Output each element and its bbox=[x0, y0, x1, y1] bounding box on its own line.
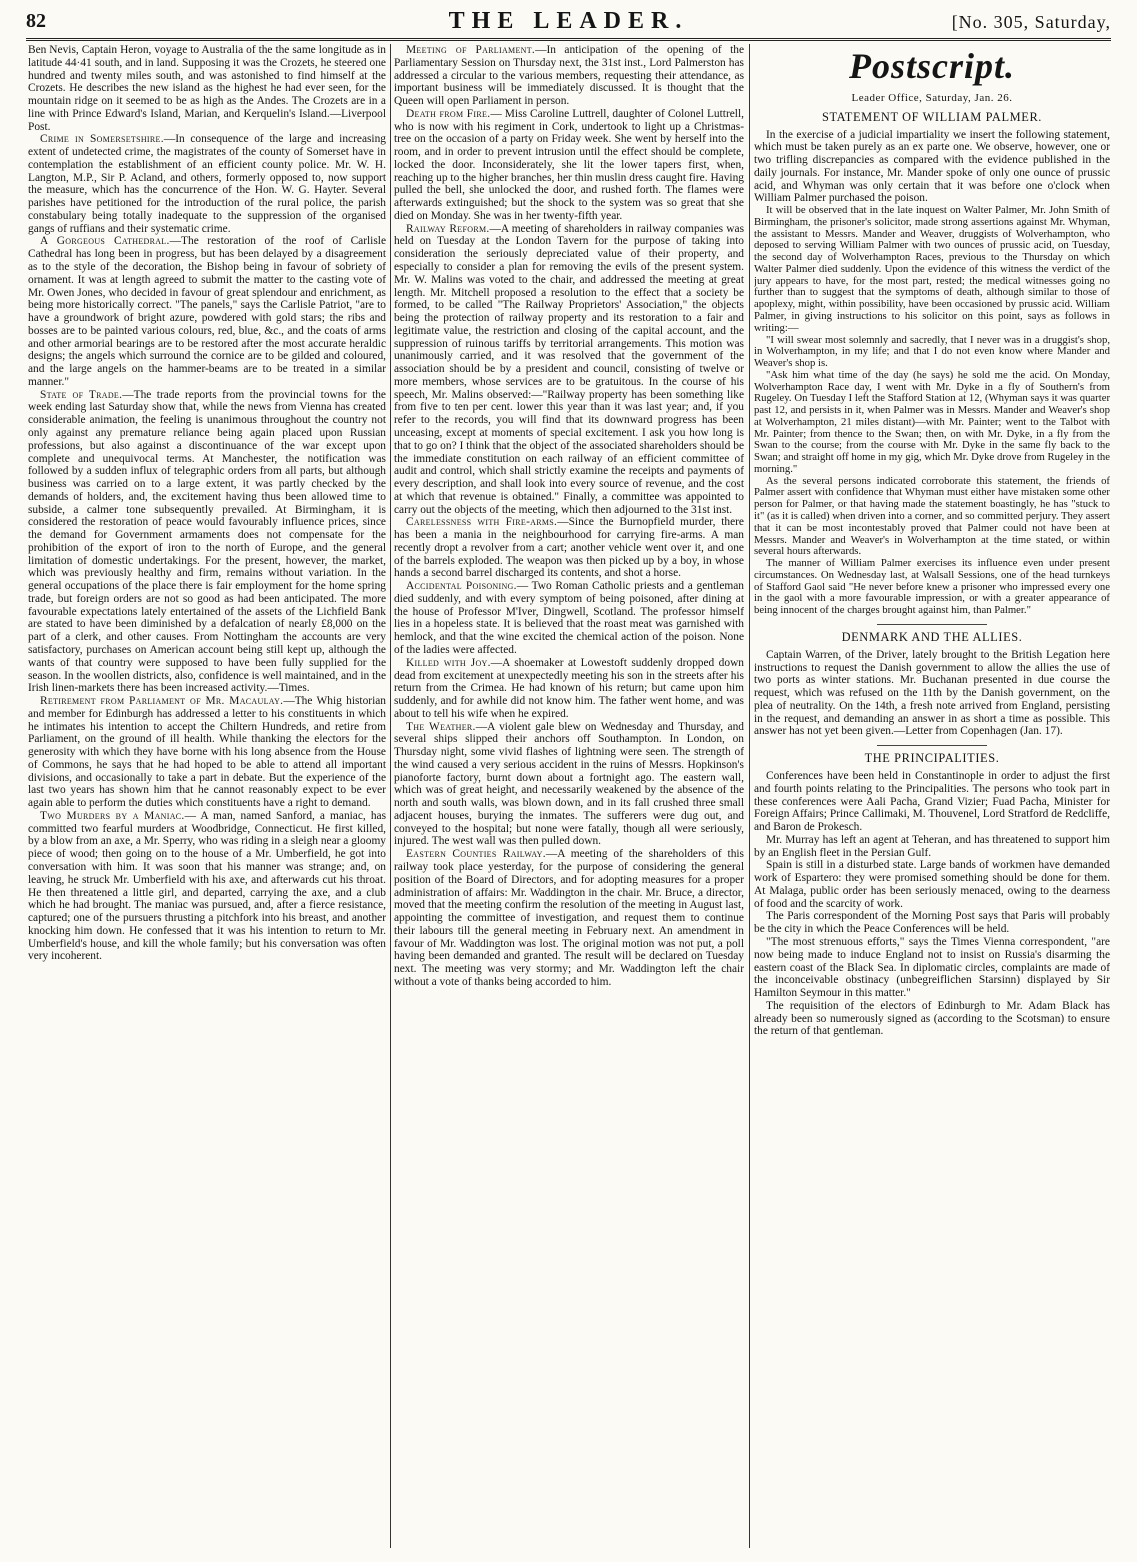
article-heading: Two Murders by a Maniac. bbox=[40, 809, 185, 822]
article-paragraph bbox=[28, 133, 386, 235]
article-paragraph bbox=[394, 223, 744, 517]
dateline: Leader Office, Saturday, Jan. 26. bbox=[851, 92, 1013, 105]
article-heading: Death from Fire. bbox=[406, 107, 491, 120]
column-rule bbox=[390, 44, 391, 1548]
section-heading: STATEMENT OF WILLIAM PALMER. bbox=[821, 109, 1043, 124]
article-heading: A Gorgeous Cathedral. bbox=[40, 235, 170, 248]
article-paragraph: "The most strenuous efforts," says the Times Vienna correspondent, "are now being made to induce England not to insist on Russia's disarming the eastern coast of the Black Sea. In diplomatic circles, complaints are made of the inconceivable obstinacy (unbegreiflichen Starsinn) displayed by Sir Hamilton Seymour in this matter." bbox=[754, 936, 1110, 1000]
article-paragraph: Ben Nevis, Captain Heron, voyage to Australia of the the same longitude as in latitude 44·41 south, and in land. Supposing it was the Crozets, he steered one hundred and twenty miles south, and was astonished to find himself at the Crozets. He describes the new island as the highest he had ever seen, for the mountain ridge on it seemed to be as high as the Andes. The Crozets are in a line with Prince Edward's Island, Marian, and Kerquelin's Island.—Liverpool Post. bbox=[28, 44, 386, 133]
article-paragraph: The requisition of the electors of Edinburgh to Mr. Adam Black has already been so numerously signed as (according to the Scotsman) to ensure the return of that gentleman. bbox=[754, 999, 1110, 1038]
section-heading: THE PRINCIPALITIES. bbox=[864, 751, 1000, 766]
article-paragraph bbox=[28, 810, 386, 963]
column-rule bbox=[749, 44, 750, 1548]
article-body: —A shoemaker at Lowestoft suddenly dropped down dead from excitement at unexpectedly meeting his son in the streets after his return from the Crimea. He had known of his return; but came upon him suddenly, and for awhile did not know him. The father went home, and was about to tell his wife when he expired. bbox=[394, 656, 744, 720]
article-heading: Crime in Somersetshire. bbox=[40, 133, 164, 146]
article-paragraph bbox=[394, 721, 744, 849]
article-paragraph: It will be observed that in the late inquest on Walter Palmer, Mr. John Smith of Birmingham, the prisoner's solicitor, made strong assertions against Mr. Whyman, the assistant to Messrs. Mander and Weaver, druggists of Wolverhampton, who deposed to serving William Palmer with two ounces of prussic acid, on Tuesday, the second day of Wolverhampton Races, previous to the Thursday on which Walter Palmer died suddenly. Upon the evidence of this witness the verdict of the jury appears to have, for the most part, rested; the medical witnesses going no further than to suggest that the symptoms of death, although similar to those of apoplexy, might, within possibility, have been occasioned by prussic acid. William Palmer, in giving instructions to his solicitor on this point, says as follows in writing:— bbox=[754, 204, 1110, 334]
article-heading: The Weather. bbox=[406, 720, 476, 733]
section-divider bbox=[877, 745, 987, 746]
section-heading: DENMARK AND THE ALLIES. bbox=[841, 629, 1023, 644]
article-body: —A meeting of the shareholders of this railway took place yesterday, for the purpose of considering the general position of the Board of Directors, and for adopting measures for a proper administration of affairs: Mr. Waddington in the chair. Mr. Bruce, a director, moved that the meeting confirm the resolution of the meeting in August last, appointing the committee of investigation, and request them to continue their labours till the general meeting in February next. An amendment in favour of Mr. Waddington was lost. The original motion was not put, a poll having been demanded and granted. The result will be declared on Tuesday next. The meeting was very stormy; and Mr. Waddington left the chair without a vote of thanks being accorded to him. bbox=[394, 848, 744, 988]
article-paragraph bbox=[28, 695, 386, 810]
issue-info: [No. 305, Saturday, bbox=[951, 12, 1111, 32]
article-body: — A man, named Sanford, a maniac, has committed two fearful murders at Woodbridge, Connecticut. He first killed, by a blow from an axe, a Mr. Sperry, who was riding in a sleigh near a gloomy piece of wood; then going on to the house of a Mr. Umberfield, he got into conversation with him. It was soon that his manner was strange; and, on leaving, he struck Mr. Umberfield with his axe, and afterwards cut his throat. He then threatened a little girl, and departed, carrying the axe, and a club which he had brought. The maniac was pursued, and, after a fierce resistance, captured; one of the pursuers thrusting a pitchfork into his breast, and another knocking him down. He confessed that it was his intention to return to Mr. Umberfield's house, and kill the whole family; but his conversation was often very incoherent. bbox=[28, 809, 386, 963]
article-paragraph: Conferences have been held in Constantinople in order to adjust the first and fourth points relating to the Principalities. The persons who took part in these conferences were Aali Pacha, Grand Vizier; Fuad Pacha, Minister for Foreign Affairs; Prince Callimaki, M. Thouvenel, Lord Stratford de Redcliffe, and Baron de Prokesch. bbox=[754, 770, 1110, 834]
article-body: —Since the Burnopfield murder, there has been a mania in the neighbourhood for carrying fire-arms. A man recently dropt a revolver from a cart; another vehicle went over it, and one of the barrels exploded. The weapon was then picked up by a boy, in whose hands a second barrel discharged its contents, and shot a horse. bbox=[394, 516, 744, 580]
article-heading: State of Trade. bbox=[40, 388, 123, 401]
article-paragraph bbox=[28, 235, 386, 388]
article-paragraph: As the several persons indicated corroborate this statement, the friends of Palmer assert with confidence that Whyman must either have mistaken some other person for Palmer, or that having made the statement boastingly, he has "stuck to it" (as it is called) when driven into a corner, and so committed perjury. They assert that it can be most incontestably proved that Palmer could not have been at Messrs. Mander and Weaver's in Wolverhampton at the time stated, or within several hours afterwards. bbox=[754, 474, 1110, 558]
article-paragraph: Captain Warren, of the Driver, lately brought to the British Legation here instructions to request the Danish government to allow the allies the use of two ports as winter stations. Mr. Buchanan presented in due course the request, which was refused on the 11th by the Danish government, on the plea of neutrality. On the 14th, a fresh note arrived from England, persisting in the request, and demanding an answer in as short a time as possible. This answer has not yet been given.—Letter from Copenhagen (Jan. 17). bbox=[754, 648, 1110, 738]
article-heading: Killed with Joy. bbox=[406, 656, 491, 669]
article-heading: Railway Reform. bbox=[406, 222, 490, 235]
article-body: — Miss Caroline Luttrell, daughter of Colonel Luttrell, who is now with his regiment in Cork, undertook to light up a Christmas-tree on the occasion of a party on Friday week. She went by herself into the room, and in order to prevent intrusion until the effect should be complete, locked the door. Inconsiderately, she lit the lower tapers first, when, reaching up to the higher branches, her thin muslin dress caught fire. Having pulled the bell, she unlocked the door, and rushed forth. The flames were afterwards extinguished; but the shock to the system was so great that she died on Monday. She was in her twenty-fifth year. bbox=[394, 107, 744, 222]
article-paragraph bbox=[394, 580, 744, 657]
article-body: —The Whig historian and member for Edinburgh has addressed a letter to his constituents in which he intimates his intention to accept the Chiltern Hundreds, and retire from Parliament, on the ground of ill health. While thanking the electors for the generosity with which they have borne with his long absence from the House of Commons, he says that he had hoped to be able to attend all important divisions, and occasionally to take a part in debate. But the experience of the last two years has shown him that he cannot reasonably expect to be ever again able to perform the duties which constituents have a right to demand. bbox=[28, 695, 386, 810]
article-paragraph: Mr. Murray has left an agent at Teheran, and has threatened to support him by an English fleet in the Persian Gulf. bbox=[754, 833, 1110, 859]
article-body: —The restoration of the roof of Carlisle Cathedral has long been in progress, but has been delayed by a disagreement as to the style of the decoration, the Bishop being in favour of sobriety of ornament. It was at length agreed to submit the matter to the casting vote of Mr. Owen Jones, who decided in favour of great splendour and enrichment, as being more historically correct. "The panels," says the Carlisle Patriot, "are to have a groundwork of bright azure, powdered with gold stars; the ribs and bosses are to be painted various colours, red, blue, &c., and the coats of arms and other armorial bearings are to be restored after the most accurate heraldic designs; the angels which surround the cornice are to be gilded and coloured, and the large angels on the hammer-beams are to be treated in a similar manner." bbox=[28, 235, 386, 388]
article-paragraph: In the exercise of a judicial impartiality we insert the following statement, which must be taken purely as an ex parte one. We observe, however, one or two trifling discrepancies as compared with the evidence published in the daily journals. For instance, Mr. Mander spoke of only one ounce of prussic acid, and Whyman was only certain that it was before one o'clock when William Palmer purchased the poison. bbox=[754, 128, 1110, 205]
column-2 bbox=[394, 44, 744, 1548]
article-body: —A meeting of shareholders in railway companies was held on Tuesday at the London Tavern for the purpose of taking into consideration the seriously depreciated value of their property, and especially to consider a plan for removing the evils of the present system. Mr. W. Malins was voted to the chair, and addressed the meeting at great length. Mr. Mitchell proposed a resolution to the effect that a society be formed, to be called "The Railway Proprietors' Association," the objects being the protection of railway property and its restoration to a fair and legitimate value, the restriction and closing of the capital account, and the suppression of ruinous tariffs by territorial arrangements. This motion was unanimously carried, and it was resolved that the government of the association should be by a president and council, consisting of twelve or more members, whose services are to be gratuitous. In the course of his speech, Mr. Malins observed:—"Railway property has been something like from five to ten per cent. lower this year than it was last year; and, if you refer to the records, you will find that its downward progress has been unceasing, except at moments of special excitement. I ask you how long is that to go on? I think that the object of the associated shareholders should be the immediate constitution on each railway of an efficient committee of audit and control, which shall strictly examine the receipts and payments of every description, and shall look into every source of revenue, and the cost at which that revenue is obtained." Finally, a committee was appointed to carry out the objects of the meeting, which then adjourned to the 31st inst. bbox=[394, 222, 744, 516]
article-paragraph bbox=[394, 657, 744, 721]
article-paragraph: "I will swear most solemnly and sacredly, that I never was in a druggist's shop, in Wolverhampton, in my life; and that I do not even know where Mander and Weaver's shop is. bbox=[754, 333, 1110, 370]
page-number: 82 bbox=[26, 10, 46, 32]
article-paragraph: The manner of William Palmer exercises its influence even under present circumstances. On Wednesday last, at Walsall Sessions, one of the head turnkeys of Stafford Gaol said "He never before knew a prisoner who impressed every one in the gaol with a more favourable impression, or with a greater appearance of being innocent of the charges brought against him, than Palmer." bbox=[754, 557, 1110, 617]
article-paragraph bbox=[394, 516, 744, 580]
article-heading: Carelessness with Fire-arms. bbox=[406, 516, 558, 529]
article-paragraph: Spain is still in a disturbed state. Large bands of workmen have demanded work of Espartero: they were promised something should be done for them. At Malaga, public order has been seriously menaced, owing to the dearness of food and the scarcity of work. bbox=[754, 859, 1110, 910]
article-paragraph: The Paris correspondent of the Morning Post says that Paris will probably be the city in which the Peace Conferences will be held. bbox=[754, 910, 1110, 936]
column-1 bbox=[28, 44, 386, 1548]
article-paragraph bbox=[394, 108, 744, 223]
article-heading: Eastern Counties Railway. bbox=[406, 848, 546, 861]
postscript-title: Postscript. bbox=[848, 46, 1015, 86]
article-body: —The trade reports from the provincial towns for the week ending last Saturday show that, while the news from Vienna has created considerable animation, the feeling is unanimous throughout the country not only against any premature reliance being again placed upon Russian professions, but also against a discontinuance of the war except upon complete and unequivocal terms. At Manchester, the notification was followed by a sudden influx of telegraphic orders from all parts, but although business was carried on to a large extent, it was partly checked by the demands of holders, and, the excitement having thus been allowed time to subside, a calmer tone subsequently prevailed. At Birmingham, it is considered the restoration of peace would favourably influence prices, since the demand for Government armaments does not compensate for the prohibition of the export of iron to the north of Europe, and the general limitation of domestic undertakings. For the present, however, the market, which was previously healthy and firm, remains without variation. In the general occupations of the place there is fair employment for the home spring trade, but foreign orders are not so good as had been anticipated. The more favourable expectations lately entertained of the assets of the Lichfield Bank are stated to have been diminished by a defalcation of nearly £8,000 on the part of a clerk, and other causes. From Nottingham the accounts are very satisfactory, purchases on American account being still kept up, although the wants of that country were supposed to have been fully supplied for the season. In the woollen districts, also, confidence is well maintained, and in the Irish linen-markets there has been increased activity.—Times. bbox=[28, 388, 386, 695]
article-heading: Meeting of Parliament. bbox=[406, 44, 536, 56]
article-body: —In anticipation of the opening of the Parliamentary Session on Thursday next, the 31st inst., Lord Palmerston has addressed a circular to the various members, requesting their attendance, as important business will be immediately discussed. It is thought that the Queen will open Parliament in person. bbox=[394, 44, 744, 108]
masthead: THE LEADER. bbox=[448, 8, 689, 34]
section-divider bbox=[877, 624, 987, 625]
article-paragraph bbox=[28, 389, 386, 695]
article-paragraph: "Ask him what time of the day (he says) he sold me the acid. On Monday, Wolverhampton Race day, I went with Mr. Dyke in a fly of Southern's from Rugeley. On Tuesday I left the Stafford Station at 12, (Whyman says it was quarter past 12, and persists in it, when Palmer was in Messrs. Mander and Weaver's shop at Wolverhampton, 21 miles distant)—with Mr. Painter; went to the Talbot with Mr. Painter; from thence to the Swan; then, on with Mr. Dyke, in a fly from the Swan to the course; from the course with Mr. Dyke in the same fly back to the Swan; and straight off home in my gig, which Mr. Dyke drove from Rugeley in the morning." bbox=[754, 368, 1110, 475]
article-body: —A violent gale blew on Wednesday and Thursday, and several ships slipped their anchors off Southampton. In London, on Thursday night, some vivid flashes of lightning were seen. The strength of the wind caused a very serious accident in the ruins of Messrs. Hopkinson's pianoforte factory, burnt down about a fortnight ago. The eastern wall, which was of great height, and necessarily weakened by the absence of the north and south walls, was blown down, and in its fall crushed three small adjacent houses, burying the inmates. The sufferers were dug out, and conveyed to the hospital; but none were fatally, though all were seriously, injured. The west wall was then pulled down. bbox=[394, 720, 744, 848]
article-paragraph bbox=[394, 848, 744, 988]
column-3 bbox=[754, 44, 1110, 1548]
article-heading: Accidental Poisoning. bbox=[406, 580, 517, 593]
article-paragraph bbox=[394, 44, 744, 108]
article-body: —In consequence of the large and increasing extent of undetected crime, the magistrates of the county of Somerset have in contemplation the establishment of an efficient county police. Mr. W. H. Langton, M.P., Sir P. Acland, and others, formerly opposed to, now support the measure, which has the concurrence of the Hon. W. G. Hayter. Several parishes have petitioned for the introduction of the rural police, the parish constabulary being totally inadequate to the suppression of the organised gangs of ruffians and their systematic crime. bbox=[28, 133, 386, 235]
article-heading: Retirement from Parliament of Mr. Macaulay. bbox=[40, 695, 284, 708]
article-body: — Two Roman Catholic priests and a gentleman died suddenly, and with every symptom of being poisoned, after dining at the house of Professor M'Iver, Dingwell, Scotland. The professor himself lies in a hopeless state. It is believed that the roast meat was garnished with hemlock, and that the wine excited the chemical action of the poison. None of the ladies were affected. bbox=[394, 580, 744, 656]
page-header bbox=[26, 8, 1111, 41]
